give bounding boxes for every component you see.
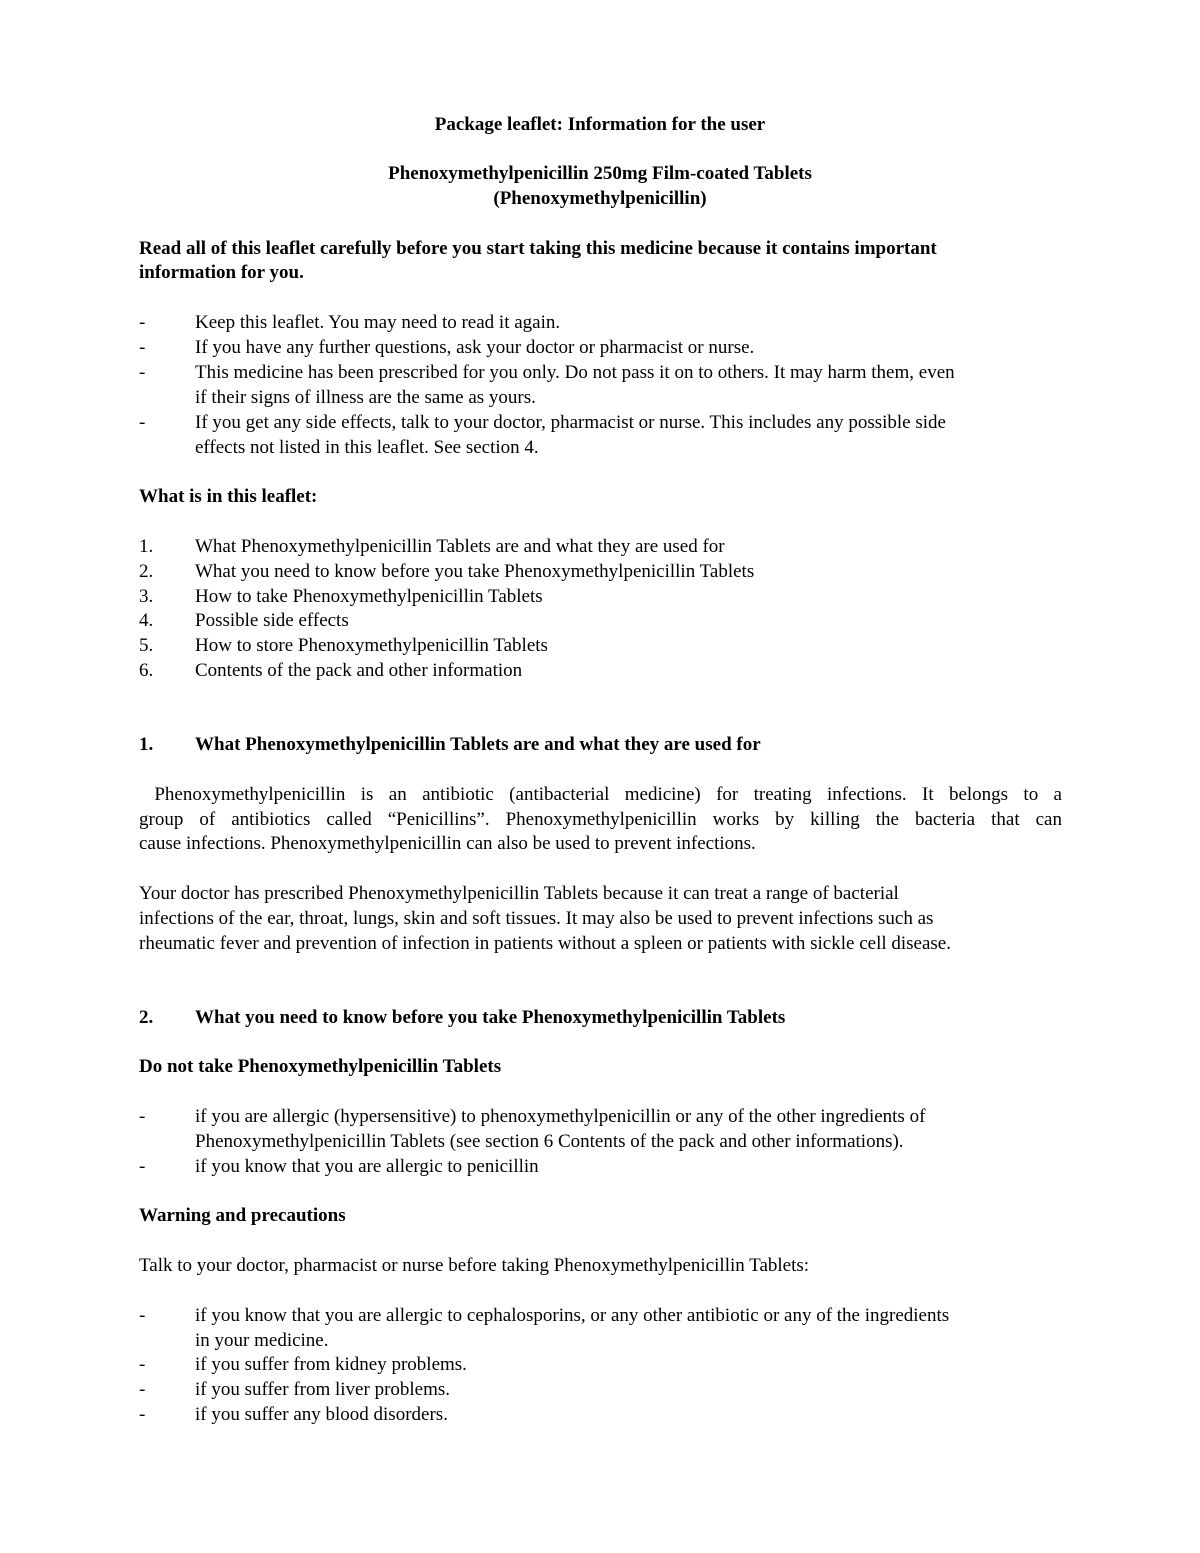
section-1-para-1-line-1: Phenoxymethylpenicillin is an antibiotic (antibacterial medicine) for treating infections. It belongs to a — [139, 784, 1062, 805]
intro-bullet-4-line-2: effects not listed in this leaflet. See section 4. — [195, 437, 539, 458]
section-2-heading: What you need to know before you take Phenoxymethylpenicillin Tablets — [195, 1007, 786, 1028]
do-not-take-heading: Do not take Phenoxymethylpenicillin Tablets — [139, 1056, 502, 1077]
toc-item: How to take Phenoxymethylpenicillin Tablets — [195, 586, 543, 607]
bullet-dash: - — [139, 412, 146, 433]
do-not-bullet-1-line-2: Phenoxymethylpenicillin Tablets (see section 6 Contents of the pack and other informations). — [195, 1131, 904, 1152]
warning-bullet-4: if you suffer any blood disorders. — [195, 1404, 448, 1425]
section-1-para-1-line-2: group of antibiotics called “Penicillins”. Phenoxymethylpenicillin works by killing the bacteria that can — [139, 809, 1062, 830]
intro-bullet-3-line-2: if their signs of illness are the same as yours. — [195, 387, 536, 408]
bullet-dash: - — [139, 1379, 146, 1400]
intro-warning-line-2: information for you. — [139, 262, 304, 283]
do-not-bullet-2: if you know that you are allergic to penicillin — [195, 1156, 539, 1177]
section-1-heading: What Phenoxymethylpenicillin Tablets are and what they are used for — [195, 734, 761, 755]
bullet-dash: - — [139, 1305, 146, 1326]
section-1-para-1-line-3: cause infections. Phenoxymethylpenicillin can also be used to prevent infections. — [139, 833, 756, 854]
bullet-dash: - — [139, 1354, 146, 1375]
do-not-bullet-1-line-1: if you are allergic (hypersensitive) to phenoxymethylpenicillin or any of the other ingredients of — [195, 1106, 926, 1127]
toc-number: 5. — [139, 635, 154, 656]
bullet-dash: - — [139, 1106, 146, 1127]
intro-bullet-4-line-1: If you get any side effects, talk to your doctor, pharmacist or nurse. This includes any possible side — [195, 412, 946, 433]
document-title: Package leaflet: Information for the user — [434, 114, 766, 135]
product-generic-name: (Phenoxymethylpenicillin) — [493, 188, 707, 209]
section-1-number: 1. — [139, 734, 154, 755]
toc-number: 6. — [139, 660, 154, 681]
warning-bullet-1-line-2: in your medicine. — [195, 1330, 329, 1351]
product-name: Phenoxymethylpenicillin 250mg Film-coated Tablets — [388, 163, 812, 184]
section-1-para-2-line-1: Your doctor has prescribed Phenoxymethylpenicillin Tablets because it can treat a range of bacterial — [139, 883, 899, 904]
toc-item: How to store Phenoxymethylpenicillin Tablets — [195, 635, 548, 656]
bullet-dash: - — [139, 312, 146, 333]
intro-bullet-3-line-1: This medicine has been prescribed for you only. Do not pass it on to others. It may harm them, even — [195, 362, 955, 383]
section-1-para-2-line-2: infections of the ear, throat, lungs, skin and soft tissues. It may also be used to prevent infections such as — [139, 908, 934, 929]
intro-bullet-2: If you have any further questions, ask your doctor or pharmacist or nurse. — [195, 337, 755, 358]
warning-bullet-1-line-1: if you know that you are allergic to cephalosporins, or any other antibiotic or any of the ingredients — [195, 1305, 950, 1326]
toc-item: Possible side effects — [195, 610, 349, 631]
toc-item: What you need to know before you take Phenoxymethylpenicillin Tablets — [195, 561, 755, 582]
warning-bullet-3: if you suffer from liver problems. — [195, 1379, 451, 1400]
toc-heading: What is in this leaflet: — [139, 486, 318, 507]
toc-number: 2. — [139, 561, 154, 582]
toc-item: Contents of the pack and other information — [195, 660, 523, 681]
warning-intro: Talk to your doctor, pharmacist or nurse before taking Phenoxymethylpenicillin Tablets: — [139, 1255, 810, 1276]
section-1-para-2-line-3: rheumatic fever and prevention of infection in patients without a spleen or patients with sickle cell disease. — [139, 933, 951, 954]
toc-number: 4. — [139, 610, 154, 631]
intro-bullet-1: Keep this leaflet. You may need to read it again. — [195, 312, 561, 333]
warning-heading: Warning and precautions — [139, 1205, 346, 1226]
bullet-dash: - — [139, 337, 146, 358]
intro-warning-line-1: Read all of this leaflet carefully before you start taking this medicine because it contains important — [139, 238, 937, 259]
bullet-dash: - — [139, 1404, 146, 1425]
toc-number: 3. — [139, 586, 154, 607]
bullet-dash: - — [139, 1156, 146, 1177]
toc-number: 1. — [139, 536, 154, 557]
toc-item: What Phenoxymethylpenicillin Tablets are and what they are used for — [195, 536, 725, 557]
bullet-dash: - — [139, 362, 146, 383]
warning-bullet-2: if you suffer from kidney problems. — [195, 1354, 467, 1375]
section-2-number: 2. — [139, 1007, 154, 1028]
